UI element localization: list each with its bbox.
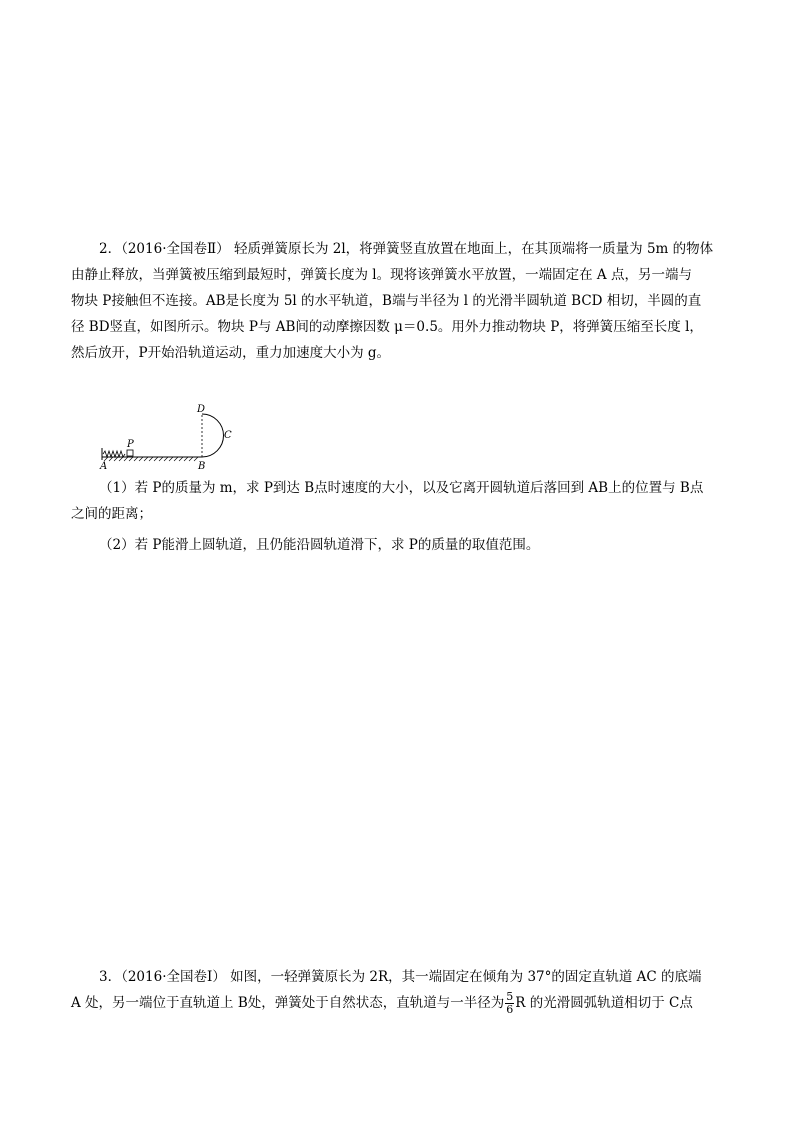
problem-2-line-5: 然后放开，P开始沿轨道运动，重力加速度大小为 g。 <box>71 345 391 361</box>
problem-2-text <box>71 236 731 366</box>
sub-question-1-line-2: 之间的距离； <box>71 506 152 522</box>
label-a: A <box>100 461 108 472</box>
problem-3-line-2-start: A 处，另一端位于直轨道上 B处，弹簧处于自然状态，直轨道与一半径为 <box>71 995 505 1011</box>
sub-question-1 <box>71 475 731 527</box>
sub-question-2 <box>71 532 731 558</box>
problem-2-line-4: 径 BD竖直，如图所示。物块 P与 AB间的动摩擦因数 μ＝0.5。用外力推动物块 P，将弹簧压缩至长度 l， <box>71 319 703 335</box>
problem-3-line-1: 3．（2016·全国卷Ⅰ） 如图，一轻弹簧原长为 2R，其一端固定在倾角为 37°的固定直轨道 AC 的底端 <box>99 969 702 985</box>
problem-2-line-3: 物块 P接触但不连接。AB是长度为 5l 的水平轨道，B端与半径为 l 的光滑半圆轨道 BCD 相切，半圆的直 <box>71 293 702 309</box>
fraction-denominator: 6 <box>506 1003 514 1016</box>
spring-track-diagram <box>98 400 248 472</box>
label-d: D <box>197 404 206 415</box>
problem-2-line-2: 由静止释放，当弹簧被压缩到最短时，弹簧长度为 l。现将该弹簧水平放置，一端固定在 A 点，另一端与 <box>71 267 692 283</box>
problem-3-text <box>71 964 741 1016</box>
problem-3-line-2 <box>71 990 741 1016</box>
semicircle-track <box>202 414 224 457</box>
block-p <box>127 450 133 456</box>
spring-icon <box>103 451 125 457</box>
fraction-five-sixths <box>505 991 514 1016</box>
problem-3-line-2-end: R 的光滑圆弧轨道相切于 C点 <box>515 995 693 1011</box>
problem-2-line-1: 2．（2016·全国卷Ⅱ） 轻质弹簧原长为 2l，将弹簧竖直放置在地面上，在其顶端将一质量为 5m 的物体 <box>99 241 714 257</box>
ground-hatching <box>104 457 198 461</box>
label-b: B <box>198 461 206 472</box>
fraction-numerator: 5 <box>506 990 514 1003</box>
label-p: P <box>127 439 134 450</box>
sub-question-2-line-1: （2）若 P能滑上圆轨道，且仍能沿圆轨道滑下，求 P的质量的取值范围。 <box>99 537 540 553</box>
sub-question-1-line-1: （1）若 P的质量为 m，求 P到达 B点时速度的大小，以及它离开圆轨道后落回到 AB上的位置与 B点 <box>99 480 704 496</box>
label-c: C <box>224 430 232 441</box>
